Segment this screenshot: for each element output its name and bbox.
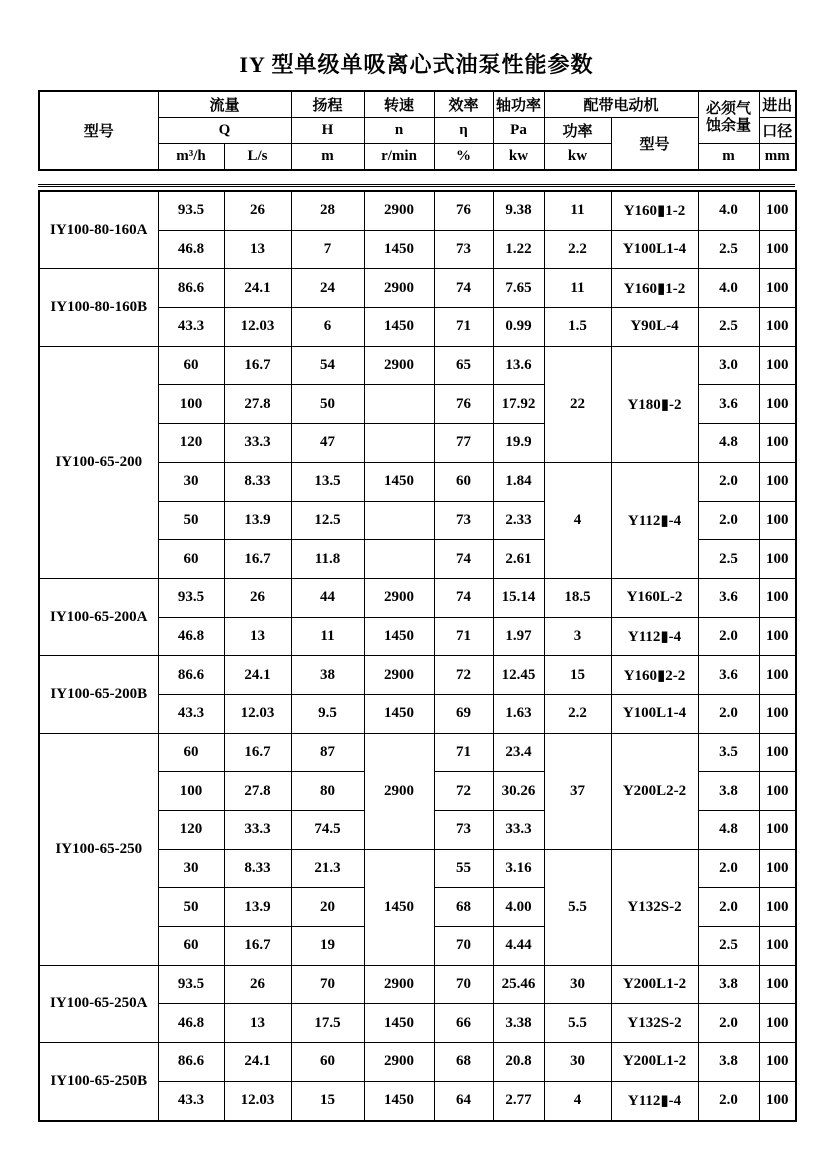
data-cell: 1.22 (493, 230, 544, 269)
data-cell: 2900 (364, 191, 434, 230)
header-npsh-line1: 必须气 (706, 100, 752, 117)
data-cell: 3.8 (698, 772, 759, 811)
data-cell: 3.6 (698, 656, 759, 695)
data-cell: 22 (544, 346, 611, 462)
data-cell: 2.2 (544, 694, 611, 733)
data-cell: 16.7 (224, 733, 291, 772)
data-cell: 3.5 (698, 733, 759, 772)
header-port-line2: 口径 (759, 118, 796, 144)
data-cell: 38 (291, 656, 364, 695)
data-cell: 76 (434, 191, 493, 230)
data-cell: 2.77 (493, 1081, 544, 1120)
data-cell: 72 (434, 656, 493, 695)
header-shaft-power: 轴功率 (493, 91, 544, 118)
table-row (39, 346, 796, 385)
data-cell: Y200L1-2 (611, 965, 698, 1004)
data-cell: 71 (434, 617, 493, 656)
data-cell: 26 (224, 965, 291, 1004)
data-cell: 12.03 (224, 694, 291, 733)
data-cell: 2.2 (544, 230, 611, 269)
page-title: IY 型单级单吸离心式油泵性能参数 (239, 52, 594, 77)
data-cell: 2900 (364, 1043, 434, 1082)
data-cell: 12.45 (493, 656, 544, 695)
data-cell: 19.9 (493, 424, 544, 463)
header-efficiency: 效率 (434, 91, 493, 118)
data-cell: 2.33 (493, 501, 544, 540)
data-cell: 100 (759, 849, 796, 888)
data-cell: 3.6 (698, 578, 759, 617)
data-cell: 2900 (364, 578, 434, 617)
data-cell: 1450 (364, 1004, 434, 1043)
data-cell (364, 540, 434, 579)
data-cell: 44 (291, 578, 364, 617)
table-row (39, 191, 796, 230)
data-cell: Y100L1-4 (611, 230, 698, 269)
data-cell: 72 (434, 772, 493, 811)
data-cell: 100 (759, 927, 796, 966)
data-cell: 30.26 (493, 772, 544, 811)
data-cell: 30 (544, 1043, 611, 1082)
header-unit-npsh-m: m (698, 144, 759, 171)
data-cell: 60 (158, 540, 224, 579)
data-cell: 13 (224, 230, 291, 269)
data-cell: 100 (759, 617, 796, 656)
data-cell: 13 (224, 1004, 291, 1043)
data-cell: 26 (224, 191, 291, 230)
data-cell: 100 (759, 965, 796, 1004)
data-cell: 80 (291, 772, 364, 811)
data-cell: 46.8 (158, 617, 224, 656)
data-cell: 1450 (364, 462, 434, 501)
data-cell: 15 (291, 1081, 364, 1120)
data-cell: 15 (544, 656, 611, 695)
data-cell: 13.5 (291, 462, 364, 501)
data-cell: 17.92 (493, 385, 544, 424)
pump-model-cell: IY100-65-200A (39, 578, 158, 655)
data-cell: 12.03 (224, 308, 291, 347)
header-unit-m: m (291, 144, 364, 171)
data-cell: 33.3 (224, 424, 291, 463)
data-cell: 1450 (364, 230, 434, 269)
table-row (39, 578, 796, 617)
data-cell: 7 (291, 230, 364, 269)
data-cell: 23.4 (493, 733, 544, 772)
header-unit-mm: mm (759, 144, 796, 171)
data-cell: 1.63 (493, 694, 544, 733)
data-cell: 50 (158, 888, 224, 927)
data-cell: Y100L1-4 (611, 694, 698, 733)
data-cell: 0.99 (493, 308, 544, 347)
table-row (39, 1043, 796, 1082)
data-cell: 68 (434, 888, 493, 927)
data-cell: 70 (434, 965, 493, 1004)
data-cell: Y200L2-2 (611, 733, 698, 849)
header-port: 进出 (759, 91, 796, 118)
data-cell: 11 (544, 269, 611, 308)
data-cell: 60 (434, 462, 493, 501)
data-cell: 100 (759, 308, 796, 347)
data-cell: 43.3 (158, 694, 224, 733)
pump-model-cell: IY100-65-250A (39, 965, 158, 1042)
data-cell: 4 (544, 1081, 611, 1120)
data-cell: 33.3 (493, 811, 544, 850)
data-cell: 18.5 (544, 578, 611, 617)
header-unit-m3h: m³/h (158, 144, 224, 171)
header-head: 扬程 (291, 91, 364, 118)
data-cell: 2.0 (698, 694, 759, 733)
data-cell: Y160L-2 (611, 578, 698, 617)
data-cell: 86.6 (158, 269, 224, 308)
data-cell: 30 (158, 462, 224, 501)
data-cell: 2.5 (698, 540, 759, 579)
data-cell: 5.5 (544, 1004, 611, 1043)
data-cell: 74 (434, 578, 493, 617)
data-cell: 37 (544, 733, 611, 849)
pump-model-cell: IY100-65-250 (39, 733, 158, 965)
table-body (39, 191, 796, 1121)
data-cell: 24.1 (224, 269, 291, 308)
data-cell: 1450 (364, 849, 434, 965)
data-cell: 13.6 (493, 346, 544, 385)
data-cell: 2.0 (698, 888, 759, 927)
header-motor-power: 功率 (544, 118, 611, 144)
data-cell: 8.33 (224, 849, 291, 888)
data-cell: 12.5 (291, 501, 364, 540)
data-cell: 4 (544, 462, 611, 578)
data-cell: 71 (434, 308, 493, 347)
data-cell: 76 (434, 385, 493, 424)
data-cell: 15.14 (493, 578, 544, 617)
data-cell: 100 (759, 888, 796, 927)
pump-model-cell: IY100-65-200B (39, 656, 158, 733)
data-cell: 100 (759, 733, 796, 772)
table-row (39, 656, 796, 695)
spec-table-body (38, 190, 797, 1122)
data-cell: 3 (544, 617, 611, 656)
data-cell: 2900 (364, 346, 434, 385)
data-cell: Y160▮1-2 (611, 269, 698, 308)
data-cell: 100 (158, 385, 224, 424)
data-cell: 3.8 (698, 965, 759, 1004)
data-cell: 1450 (364, 1081, 434, 1120)
data-cell: Y132S-2 (611, 849, 698, 965)
header-npsh (698, 91, 759, 144)
data-cell: 11 (291, 617, 364, 656)
header-unit-percent: % (434, 144, 493, 171)
data-cell: 68 (434, 1043, 493, 1082)
spec-table-header (38, 90, 797, 171)
data-cell: 93.5 (158, 191, 224, 230)
data-cell: 11.8 (291, 540, 364, 579)
pump-model-cell: IY100-65-250B (39, 1043, 158, 1121)
data-cell: 73 (434, 501, 493, 540)
data-cell: 100 (759, 578, 796, 617)
data-cell: 1450 (364, 694, 434, 733)
data-cell: 16.7 (224, 346, 291, 385)
data-cell: 50 (291, 385, 364, 424)
data-cell: 25.46 (493, 965, 544, 1004)
data-cell: 100 (759, 424, 796, 463)
data-cell (364, 501, 434, 540)
data-cell: Y160▮2-2 (611, 656, 698, 695)
data-cell: 70 (434, 927, 493, 966)
data-cell: 46.8 (158, 230, 224, 269)
data-cell: 100 (759, 772, 796, 811)
header-motor-model: 型号 (611, 118, 698, 171)
data-cell: 2.0 (698, 1004, 759, 1043)
table-row (39, 733, 796, 772)
data-cell: 100 (759, 1043, 796, 1082)
data-cell: 73 (434, 811, 493, 850)
data-cell: 100 (759, 385, 796, 424)
data-cell: 100 (759, 694, 796, 733)
header-unit-kw-shaft: kw (493, 144, 544, 171)
data-cell: 5.5 (544, 849, 611, 965)
data-cell: 2900 (364, 656, 434, 695)
data-cell: 65 (434, 346, 493, 385)
pump-model-cell: IY100-65-200 (39, 346, 158, 578)
data-cell (364, 424, 434, 463)
data-cell: 55 (434, 849, 493, 888)
data-cell: 26 (224, 578, 291, 617)
data-cell: 1.84 (493, 462, 544, 501)
header-shaft-power-symbol: Pa (493, 118, 544, 144)
data-cell: 24.1 (224, 656, 291, 695)
data-cell: 2.0 (698, 1081, 759, 1120)
data-cell: 9.5 (291, 694, 364, 733)
data-cell: 50 (158, 501, 224, 540)
data-cell: 74.5 (291, 811, 364, 850)
header-motor-group: 配带电动机 (544, 91, 698, 118)
data-cell: 13.9 (224, 501, 291, 540)
header-speed: 转速 (364, 91, 434, 118)
data-cell: 1.97 (493, 617, 544, 656)
header-unit-kw-motor: kw (544, 144, 611, 171)
data-cell: 16.7 (224, 540, 291, 579)
data-cell: 93.5 (158, 578, 224, 617)
data-cell (364, 385, 434, 424)
data-cell: 43.3 (158, 308, 224, 347)
data-cell: 86.6 (158, 1043, 224, 1082)
data-cell: 6 (291, 308, 364, 347)
data-cell: 3.38 (493, 1004, 544, 1043)
data-cell: Y200L1-2 (611, 1043, 698, 1082)
data-cell: 13.9 (224, 888, 291, 927)
data-cell: 4.00 (493, 888, 544, 927)
data-cell: 47 (291, 424, 364, 463)
data-cell: Y112▮-4 (611, 462, 698, 578)
data-cell: 33.3 (224, 811, 291, 850)
header-row-1 (39, 91, 796, 118)
data-cell: 46.8 (158, 1004, 224, 1043)
data-cell: Y160▮1-2 (611, 191, 698, 230)
data-cell: 4.8 (698, 424, 759, 463)
pump-model-cell: IY100-80-160B (39, 269, 158, 346)
data-cell: Y132S-2 (611, 1004, 698, 1043)
data-cell: 74 (434, 269, 493, 308)
data-cell: Y180▮-2 (611, 346, 698, 462)
data-cell: 60 (158, 927, 224, 966)
data-cell: 3.6 (698, 385, 759, 424)
data-cell: 77 (434, 424, 493, 463)
data-cell: 4.0 (698, 191, 759, 230)
data-cell: 100 (759, 269, 796, 308)
data-cell: 2.0 (698, 462, 759, 501)
data-cell: 100 (759, 230, 796, 269)
table-split-rule (38, 184, 795, 187)
table-row (39, 965, 796, 1004)
data-cell: 100 (759, 811, 796, 850)
data-cell: 60 (158, 346, 224, 385)
header-npsh-line2: 蚀余量 (706, 117, 752, 134)
data-cell: 4.8 (698, 811, 759, 850)
header-model: 型号 (39, 91, 158, 170)
data-cell: 1450 (364, 617, 434, 656)
data-cell: 2900 (364, 965, 434, 1004)
data-cell: 21.3 (291, 849, 364, 888)
header-efficiency-symbol: η (434, 118, 493, 144)
data-cell: 28 (291, 191, 364, 230)
data-cell: 120 (158, 424, 224, 463)
data-cell: 100 (759, 1004, 796, 1043)
data-cell: 24.1 (224, 1043, 291, 1082)
header-speed-symbol: n (364, 118, 434, 144)
data-cell: 30 (544, 965, 611, 1004)
data-cell: 100 (759, 656, 796, 695)
data-cell: 4.0 (698, 269, 759, 308)
header-unit-ls: L/s (224, 144, 291, 171)
data-cell: Y112▮-4 (611, 617, 698, 656)
data-cell: 2.0 (698, 617, 759, 656)
data-cell: 86.6 (158, 656, 224, 695)
data-cell: 1450 (364, 308, 434, 347)
data-cell: 20 (291, 888, 364, 927)
data-cell: 2900 (364, 269, 434, 308)
data-cell: Y112▮-4 (611, 1081, 698, 1120)
data-cell: 60 (291, 1043, 364, 1082)
data-cell: 2.61 (493, 540, 544, 579)
data-cell: 9.38 (493, 191, 544, 230)
data-cell: 2.5 (698, 308, 759, 347)
data-cell: 3.16 (493, 849, 544, 888)
data-cell: 4.44 (493, 927, 544, 966)
data-cell: 2.0 (698, 501, 759, 540)
data-cell: 93.5 (158, 965, 224, 1004)
data-cell: 16.7 (224, 927, 291, 966)
data-cell: 3.8 (698, 1043, 759, 1082)
data-cell: 7.65 (493, 269, 544, 308)
data-cell: 60 (158, 733, 224, 772)
data-cell: 2.5 (698, 230, 759, 269)
header-head-symbol: H (291, 118, 364, 144)
table-body-wrap (0, 190, 826, 1122)
data-cell: 20.8 (493, 1043, 544, 1082)
data-cell: 70 (291, 965, 364, 1004)
data-cell: 27.8 (224, 772, 291, 811)
data-cell: 19 (291, 927, 364, 966)
data-cell: 8.33 (224, 462, 291, 501)
data-cell: 43.3 (158, 1081, 224, 1120)
data-cell: 100 (759, 346, 796, 385)
data-cell: 2.0 (698, 849, 759, 888)
data-cell: 2.5 (698, 927, 759, 966)
data-cell: 69 (434, 694, 493, 733)
data-cell: 30 (158, 849, 224, 888)
data-cell: 71 (434, 733, 493, 772)
data-cell: 12.03 (224, 1081, 291, 1120)
data-cell: 64 (434, 1081, 493, 1120)
data-cell: 100 (759, 1081, 796, 1120)
data-cell: 73 (434, 230, 493, 269)
data-cell: 100 (158, 772, 224, 811)
header-flow-symbol: Q (158, 118, 291, 144)
table-row (39, 269, 796, 308)
data-cell: 17.5 (291, 1004, 364, 1043)
data-cell: 13 (224, 617, 291, 656)
data-cell: 100 (759, 462, 796, 501)
data-cell: 100 (759, 540, 796, 579)
data-cell: 66 (434, 1004, 493, 1043)
data-cell: 1.5 (544, 308, 611, 347)
data-cell: 74 (434, 540, 493, 579)
data-cell: 27.8 (224, 385, 291, 424)
data-cell: 24 (291, 269, 364, 308)
data-cell: 3.0 (698, 346, 759, 385)
data-cell: Y90L-4 (611, 308, 698, 347)
data-cell: 2900 (364, 733, 434, 849)
data-cell: 100 (759, 191, 796, 230)
header-flow: 流量 (158, 91, 291, 118)
data-cell: 54 (291, 346, 364, 385)
data-cell: 100 (759, 501, 796, 540)
data-cell: 87 (291, 733, 364, 772)
data-cell: 11 (544, 191, 611, 230)
pump-model-cell: IY100-80-160A (39, 191, 158, 269)
header-unit-rmin: r/min (364, 144, 434, 171)
data-cell: 120 (158, 811, 224, 850)
